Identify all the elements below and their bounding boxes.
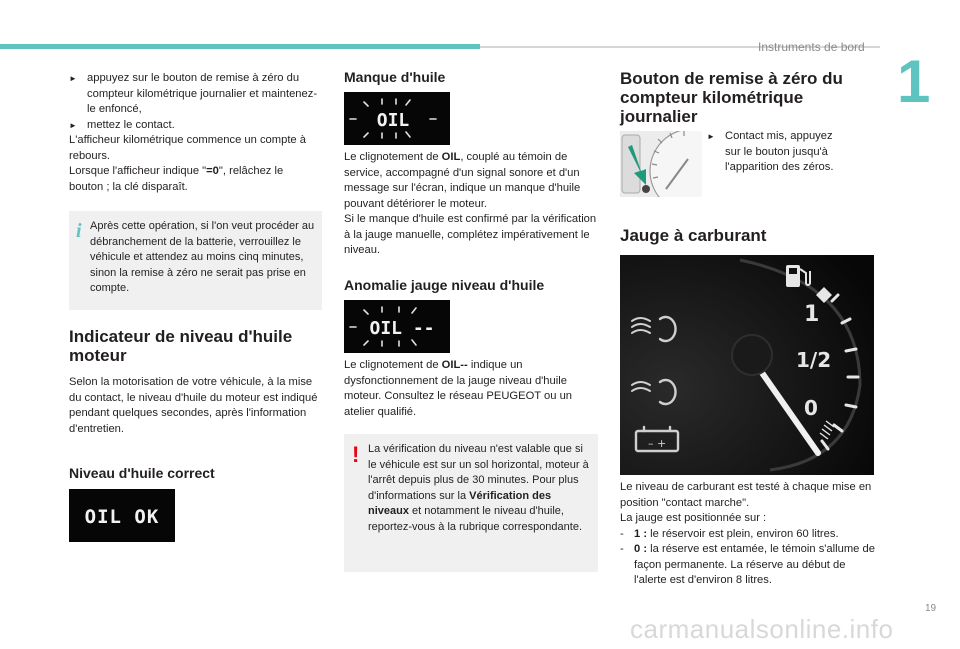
heading-oil-ok: Niveau d'huile correct [69, 465, 215, 481]
heading-fuel-gauge: Jauge à carburant [620, 226, 767, 245]
heading-gauge-fault: Anomalie jauge niveau d'huile [344, 277, 545, 293]
page-number: 19 [925, 603, 937, 614]
display-low-text: OIL [376, 110, 410, 131]
column-left [69, 71, 319, 195]
bullet-icon: ► [707, 132, 715, 141]
gauge-label-half: 1/2 [796, 348, 832, 372]
info-icon: i [76, 220, 82, 242]
display-ok-text: OIL OK [84, 506, 160, 528]
gauge-label-empty: 0 [804, 396, 818, 420]
bullet-icon: ► [69, 120, 77, 130]
svg-text:– +: – + [648, 437, 667, 450]
fuel-text: Le niveau de carburant est testé à chaque mise en position "contact marche". La jauge est positionnée sur : - 1 : le réservoir est plein, environ 60 litres. - 0 : la réserve est entamée, le témoin s'allume de façon permanente. La réserve au début de l'alerte est d'environ 8 litres. [620, 480, 875, 589]
display-gauge-fault [344, 300, 450, 353]
chapter-number: 1 [897, 48, 931, 115]
low-oil-text: Le clignotement de OIL, couplé au témoin de service, accompagné d'un signal sonore et d'un message sur l'écran, indique un manque d'huile pouvant détériorer le moteur. Si le manque d'huile est confirmé par la vérification à la jauge manuelle, complétez impérativement le niveau. [344, 151, 597, 256]
bullet-icon: ► [69, 74, 77, 83]
header-accent-bar [0, 44, 480, 49]
warning-icon: ! [352, 442, 360, 467]
gauge-label-full: 1 [804, 302, 820, 327]
gauge-fault-text: Le clignotement de OIL-- indique un dysfonctionnement de la jauge niveau d'huile moteur. Consultez le réseau PEUGEOT ou un atelier qualifié. [344, 359, 573, 418]
heading-reset-button: Bouton de remise à zéro du compteur kilométrique journalier [620, 69, 843, 126]
fuel-gauge-illustration [620, 255, 874, 475]
oil-indicator-text: Selon la motorisation de votre véhicule, à la mise du contact, le niveau d'huile du moteur est indiqué pendant quelques secondes, après l'information d'entretien. [69, 376, 318, 435]
fuel-item-reserve: - 0 : la réserve est entamée, le témoin s'allume de façon permanente. La réserve au début de l'alerte est d'environ 8 litres. [620, 543, 875, 586]
countdown-text: L'afficheur kilométrique commence un compte à rebours. [69, 134, 306, 162]
step-ignition: ► mettez le contact. [69, 118, 319, 134]
display-oil-ok [69, 489, 175, 542]
display-low-oil [344, 92, 450, 145]
heading-oil-indicator: Indicateur de niveau d'huile moteur [69, 327, 293, 365]
section-title: Instruments de bord [758, 40, 865, 54]
info-note: i Après cette opération, si l'on veut procéder au débranchement de la batterie, verrouillez le véhicule et attendez au moins cinq minutes, sinon la remise à zéro ne serait pas prise en compte. [69, 211, 322, 310]
watermark: carmanualsonline.info [630, 614, 894, 644]
fuel-item-full: - 1 : le réservoir est plein, environ 60 litres. [620, 527, 839, 540]
release-text: Lorsque l'afficheur indique "=0", relâchez le bouton ; la clé disparaît. [69, 165, 284, 193]
warning-note: ! La vérification du niveau n'est valable que si le véhicule est sur un sol horizontal, moteur à l'arrêt depuis plus de 30 minutes. Pour plus d'informations sur la Vérification des niveaux et notamment le niveau d'huile, reportez-vous à la rubrique correspondante. [344, 434, 598, 572]
step-press-reset: ► appuyez sur le bouton de remise à zéro du compteur kilométrique journalier et maintenez-le enfoncé, [69, 72, 318, 115]
reset-button-illustration [620, 131, 702, 197]
reset-text: ► Contact mis, appuyez sur le bouton jusqu'à l'apparition des zéros. [707, 130, 834, 173]
display-fault-text: OIL -- [369, 318, 435, 339]
heading-low-oil: Manque d'huile [344, 69, 446, 85]
